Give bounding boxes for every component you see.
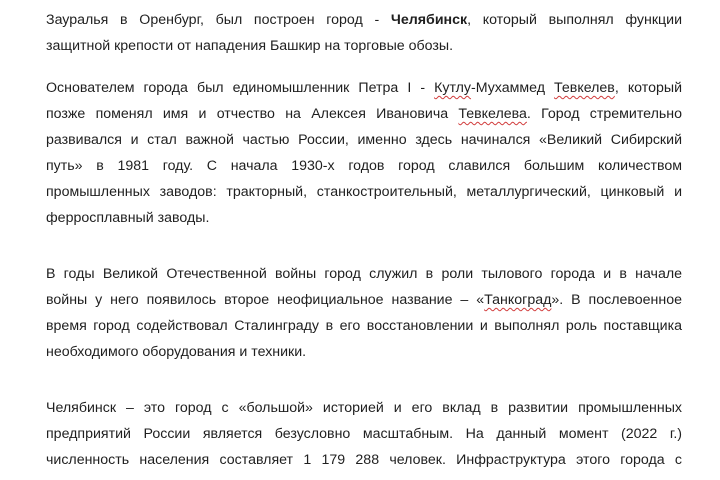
bold-city-name: Челябинск — [390, 12, 468, 28]
text-line: путь» в 1981 году. С начала 1930-х годов город славился большим количеством — [46, 158, 682, 174]
spellcheck-word: Кутлу — [434, 80, 472, 96]
spellcheck-word: Тевкелева — [458, 106, 527, 122]
text-line: предприятий России является безусловно масштабным. На данный момент (2022 г.) — [46, 426, 682, 442]
text-line: время город содействовал Сталинграду в его восстановлении и выполнял роль поставщика — [46, 318, 682, 334]
text-line: ферросплавный заводы. — [46, 210, 210, 226]
text-line: войны у него появилось второе неофициальное название – «Танкоград». В послевоенное — [46, 292, 682, 308]
text-line: Основателем города был единомышленник Петра I - Кутлу-Мухаммед Тевкелев, который — [46, 80, 683, 96]
text-line: промышленных заводов: тракторный, станкостроительный, металлургический, цинковый и — [46, 184, 682, 200]
paragraph-4 — [46, 395, 682, 473]
text-line: Челябинск – это город с «большой» историей и его вклад в развитии промышленных — [46, 400, 682, 416]
text-line: защитной крепости от нападения Башкир на торговые обозы. — [46, 38, 454, 54]
text-line: Зауралья в Оренбург, был построен город - Челябинск, который выполнял функции — [46, 12, 682, 28]
spellcheck-word: Тевкелев — [554, 80, 615, 96]
paragraph-1 — [46, 7, 682, 59]
text-line: численность населения составляет 1 179 288 человек. Инфраструктура этого города с — [46, 452, 682, 468]
paragraph-3 — [46, 261, 682, 365]
text-line: необходимого оборудования и техники. — [46, 344, 307, 360]
spellcheck-word: Танкоград — [484, 292, 552, 308]
text-line: развивался и стал важной частью России, именно здесь начинался «Великий Сибирский — [46, 132, 682, 148]
text-line: позже поменял имя и отчество на Алексея Ивановича Тевкелева. Город стремительно — [46, 106, 682, 122]
paragraph-2 — [46, 75, 682, 231]
text-line: В годы Великой Отечественной войны город служил в роли тылового города и в начале — [46, 266, 682, 282]
